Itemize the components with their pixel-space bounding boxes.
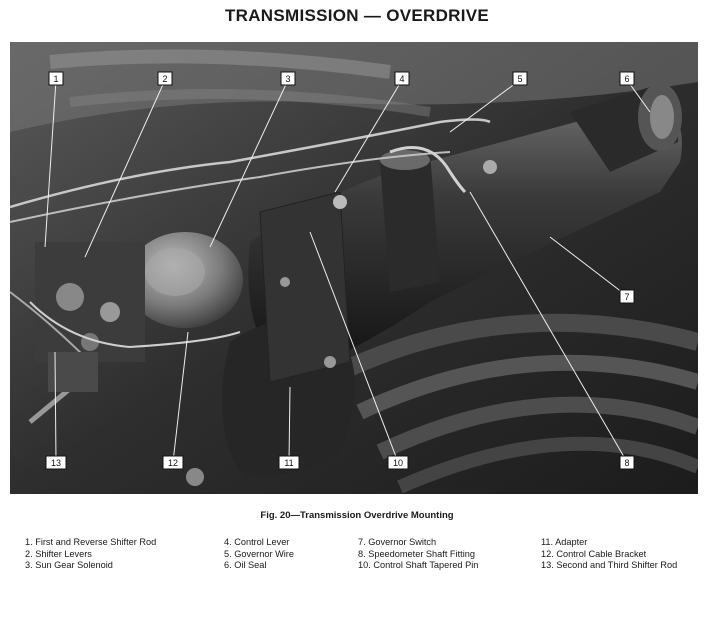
- callout-5: [513, 72, 527, 85]
- svg-text:10: 10: [392, 458, 404, 468]
- callout-13: [46, 456, 66, 469]
- legend-item: 2. Shifter Levers: [25, 548, 92, 559]
- legend-item: 6. Oil Seal: [224, 560, 267, 571]
- svg-text:6: 6: [624, 74, 630, 84]
- svg-text:1: 1: [53, 74, 59, 84]
- svg-text:7: 7: [624, 292, 630, 302]
- legend-item: 11. Adapter: [541, 537, 588, 547]
- legend-column-2: [224, 537, 294, 572]
- callout-1: [49, 72, 63, 85]
- svg-text:11: 11: [284, 458, 294, 468]
- svg-text:4: 4: [399, 74, 405, 84]
- legend-item: 13. Second and Third Shifter Rod: [541, 560, 678, 571]
- svg-text:13: 13: [50, 458, 62, 468]
- legend-item: 4. Control Lever: [224, 537, 290, 547]
- callout-2: [158, 72, 172, 85]
- callout-7: [620, 290, 634, 303]
- legend-item: 1. First and Reverse Shifter Rod: [25, 537, 157, 547]
- svg-text:12: 12: [167, 458, 179, 468]
- callout-6: [620, 72, 634, 85]
- svg-text:8: 8: [624, 458, 630, 468]
- legend-item: 5. Governor Wire: [224, 548, 294, 559]
- callout-3: [281, 72, 295, 85]
- legend-item: 3. Sun Gear Solenoid: [25, 560, 113, 571]
- legend-column-3: [358, 537, 478, 572]
- legend-item: 7. Governor Switch: [358, 537, 437, 547]
- callout-8: [620, 456, 634, 469]
- svg-text:3: 3: [285, 74, 291, 84]
- callout-12: [163, 456, 183, 469]
- callout-10: [388, 456, 408, 469]
- page-title: TRANSMISSION — OVERDRIVE: [224, 6, 490, 25]
- callout-4: [395, 72, 409, 85]
- svg-text:2: 2: [162, 74, 168, 84]
- legend-item: 12. Control Cable Bracket: [541, 548, 647, 559]
- legend-column-1: [25, 537, 156, 572]
- legend-item: 8. Speedometer Shaft Fitting: [358, 548, 475, 559]
- transmission-photo: [10, 42, 698, 494]
- callout-11: [279, 456, 299, 469]
- svg-text:5: 5: [517, 74, 523, 84]
- figure-caption: Fig. 20—Transmission Overdrive Mounting: [260, 510, 454, 521]
- legend-item: 10. Control Shaft Tapered Pin: [358, 560, 479, 571]
- legend-column-4: [541, 537, 677, 572]
